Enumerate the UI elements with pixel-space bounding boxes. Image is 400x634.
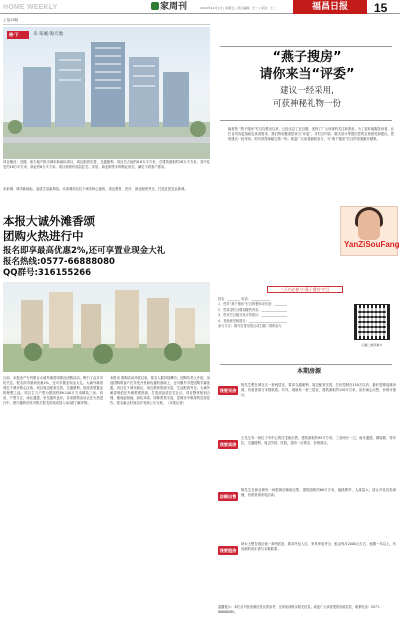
listing-tag: 我要买房 — [219, 388, 237, 393]
feature-title-2: 请你来当“评委” — [259, 67, 355, 82]
listing-text: 林女士想在城区租一套两居室，要求拎包入住，家具家电齐全，租金每月2000元左右，租期一年以上，有房源的房东请与本报联系。 — [241, 542, 396, 551]
page-number: 15 — [374, 1, 388, 15]
article-column-2: 本报讯 团购活动开展以来，报名人数持续攀升。团购负责人介绍，参加团购的客户在享受开发商优惠的基础上，还可额外享受团购专属优惠。项目位于城市新区，周边教育资源丰富，生活配套齐全。大诚外滩香颂依托外滩景观资源，打造高品质住宅社区，项目整体规划合理，楼间距宽阔，绿化率高，园林景观丰富，是城市中难得的宜居佳作。报名截止时间以开发商公告为准。（本报记者） — [110, 376, 210, 405]
article-column-1: 日前，本报房产专刊联合大诚外滩香颂推出团购活动，吸引了众多市民关注。报名即享最高优惠2%，还可享置业现金大礼。大诚外滩香颂位于城市核心区域，项目周边配套完善，交通便利，是改善型置业的理想之选。项目主力户型为建面约89-140平方米精装三房、四房，户型方正，南北通透，采光通风良好。目前团购活动正在火热进行中，感兴趣的市民可拨打报名热线或加入QQ群了解详情。 — [3, 376, 103, 405]
community-rendering-photo — [3, 282, 210, 372]
feature-subtitle-2: 可获神秘礼物一份 — [272, 99, 341, 109]
form-line: 2、您希望栏目增加哪些内容：________________ — [218, 307, 287, 312]
ad-headline-1: 本报大诚外滩香颂 — [3, 214, 95, 228]
listings-heading: 本期房源 — [297, 368, 322, 375]
feature-title-1: “燕子搜房” — [272, 50, 342, 65]
listing-tag: 我要卖房 — [219, 442, 237, 447]
continued-from: 上接16版 — [3, 18, 210, 25]
ad-headline-2: 团购火热进行中 — [3, 229, 84, 243]
listing-tag: 店铺出售 — [219, 494, 237, 499]
divider — [220, 364, 392, 365]
form-line: 3、您对栏目版式设计的建议：________________ — [218, 313, 287, 318]
divider — [220, 120, 392, 121]
ad-offer: 报名即享最高优惠2%,还可享置业现金大礼 — [3, 246, 166, 256]
form-line: 4、其他意见和建议：________________________ — [218, 318, 287, 323]
house-icon — [151, 2, 159, 10]
listing-text: 王先生有一套位于市中心的住宅欲出售，建筑面积约95平方米，三室两厅一卫，南北通透，精装修，带车位，交通便利，周边学校、医院、超市一应俱全，价格面议。 — [241, 436, 396, 445]
page-header — [0, 0, 400, 14]
divider — [220, 46, 392, 47]
newspaper-masthead: 福昌日报 — [293, 0, 367, 14]
development-rendering-photo — [3, 27, 210, 159]
footer-note: 温馨提示：本栏目刊登房源信息仅供参考，交易前请核实相关信息。欢迎广大读者提供房源信息，联系电话：0577-66888080。 — [218, 605, 381, 614]
listing-text: 陈先生在商业街有一间临街店铺欲出售，建筑面积约60平方米，地段繁华，人流量大，适合开设各类商铺，有意者请来电洽谈。 — [241, 488, 396, 497]
feedback-form — [218, 297, 348, 329]
feature-subtitle-1: 建议一经采用, — [280, 86, 334, 96]
participation-banner: 三天内必参与“燕子搜房”栏目 — [267, 286, 343, 293]
form-line: 1、您对“燕子搜房”栏目的整体评价是：________ — [218, 302, 288, 307]
listing-text: 阿先生想在城北买一套两居室，要求交通便利、周边配套完善，总价控制在150万以内，最好是精装修房源，有意者请与本报联系。另外，城南有一套三居室，建筑面积约120平方米，房东诚心出售，价格可面议。 — [241, 383, 396, 397]
ad-qq-group: QQ群号:316155266 — [3, 268, 92, 278]
feature-intro-text: 编者按 “燕子搜房”栏目自推出以来，已经走过了近百期，受到了广大读者的关注和喜爱。为了更好地服务读者，让栏目内容更加贴近读者需求，我们特别邀请您来当“评委”，对栏目内容、版式设计等提出您的宝贵意见和建议。您的建议一经采用，即可获得神秘礼物一份。欢迎广大读者踊跃参与，为“燕子搜房”栏目的发展献计献策。 — [228, 127, 395, 142]
listing-tag: 我要租房 — [219, 548, 237, 553]
residential-illustration — [3, 282, 210, 372]
ad-hotline: 报名热线:0577-66888080 — [3, 257, 115, 267]
avatar-face — [358, 210, 380, 240]
issue-meta: 2014年12月1日 | 星期五 | 责任编辑：王一 | 审读：王二 — [200, 6, 277, 10]
qr-code-pattern — [358, 308, 386, 336]
qr-caption: 扫描二维码参与 — [361, 343, 383, 347]
form-line: 姓名：________ 电话：____________ — [218, 297, 271, 301]
photo-label: 未·来城·淘天地 — [33, 32, 63, 37]
section-title: 家周刊 — [160, 2, 188, 12]
column-logo: YanZiSouFang — [344, 240, 400, 249]
building-illustration — [3, 27, 210, 159]
form-line: 参与方式：填写后寄至报社或扫描二维码参与 — [218, 324, 282, 329]
project-caption: 未来城：城市新地标，品质生活新典范。未来城项目位于城市核心板块，周边教育、医疗、商业配套齐全，打造宜居宜业新城。 — [3, 187, 188, 191]
section-logo: HOME WEEKLY — [3, 4, 58, 11]
project-overview-text: 项目概况：近期，南方地产推出城市新地标项目，周边配套完善，交通便利，项目总占地约8.6万平方米，总建筑面积约28万平方米，其中住宅约18万平方米，商业约6万平方米。项目规划有高层住宅、洋房、商业街等多种物业形态，满足不同客户需求。 — [3, 160, 210, 169]
photo-tag: 楼·下 — [9, 32, 19, 37]
